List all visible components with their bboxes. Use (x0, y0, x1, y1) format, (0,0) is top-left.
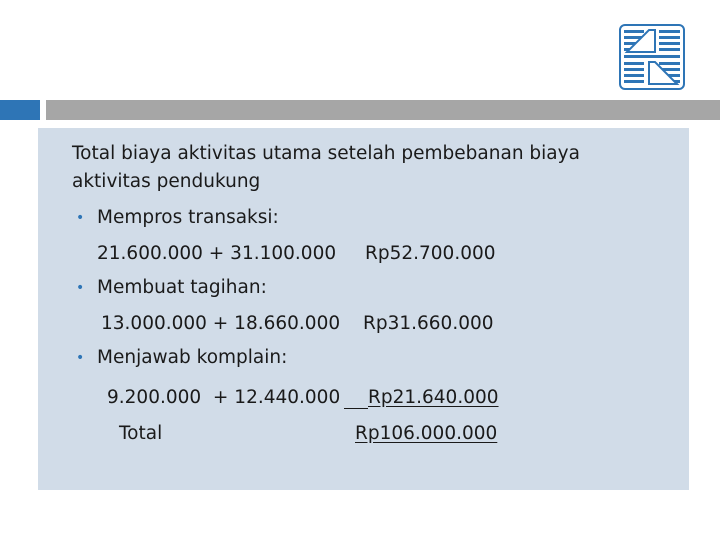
underline-gap (344, 388, 368, 409)
item-result-3: Rp21.640.000 (368, 387, 499, 408)
bullet-icon: • (76, 280, 85, 296)
item-calc-1: 21.600.000 + 31.100.000 (97, 243, 337, 264)
bullet-icon: • (76, 350, 85, 366)
item-result-1: Rp52.700.000 (365, 243, 496, 264)
item-calc-3: 9.200.000 + 12.440.000 (107, 387, 341, 408)
header-rule (46, 100, 720, 120)
item-label-3: Menjawab komplain: (97, 347, 288, 368)
total-value: Rp106.000.000 (355, 423, 498, 444)
item-label-1: Mempros transaksi: (97, 207, 279, 228)
accent-bar (0, 100, 40, 120)
heading-line-2: aktivitas pendukung (72, 171, 261, 192)
item-calc-2: 13.000.000 + 18.660.000 (101, 313, 341, 334)
heading-line-1: Total biaya aktivitas utama setelah pembebanan biaya (72, 143, 580, 164)
bullet-icon: • (76, 210, 85, 226)
total-label: Total (119, 423, 163, 444)
logo-icon (619, 24, 685, 90)
item-result-2: Rp31.660.000 (363, 313, 494, 334)
item-label-2: Membuat tagihan: (97, 277, 267, 298)
